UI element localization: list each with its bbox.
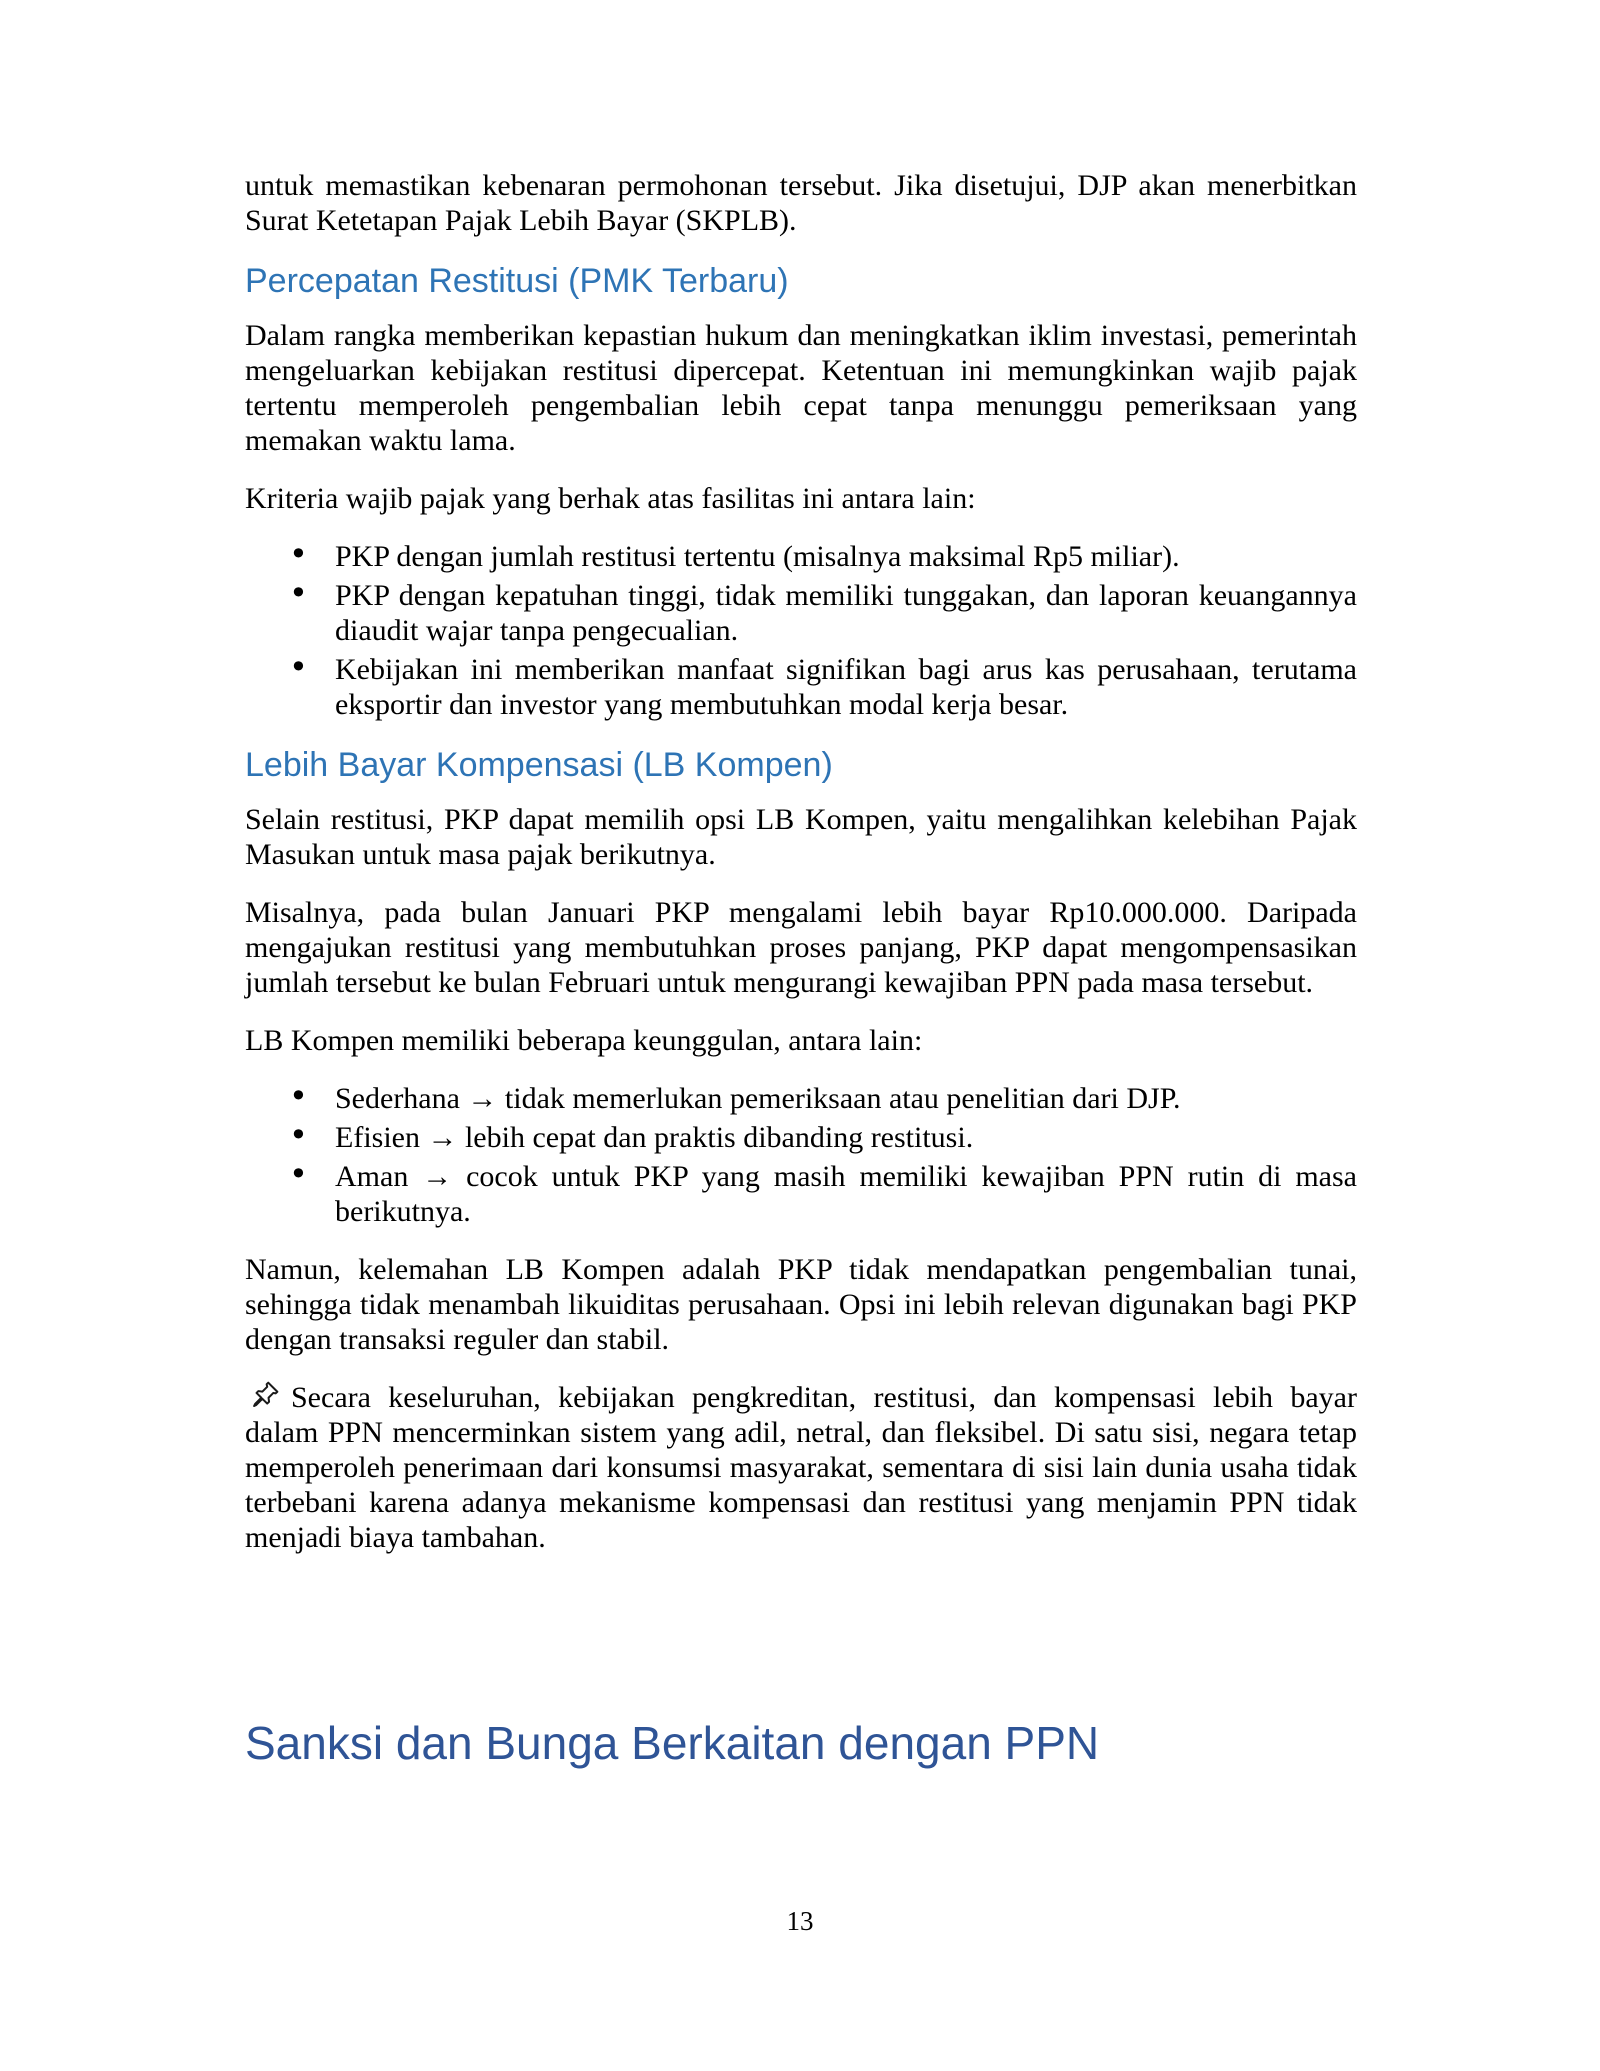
- paragraph-misalnya: Misalnya, pada bulan Januari PKP mengalami lebih bayar Rp10.000.000. Daripada mengajukan restitusi yang membutuhkan proses panjang, PKP dapat mengompensasikan jumlah tersebut ke bulan Februari untuk mengurangi kewajiban PPN pada masa tersebut.: [245, 896, 1357, 999]
- paragraph-namun: Namun, kelemahan LB Kompen adalah PKP tidak mendapatkan pengembalian tunai, sehingga tidak menambah likuiditas perusahaan. Opsi ini lebih relevan digunakan bagi PKP dengan transaksi reguler dan stabil.: [245, 1253, 1357, 1356]
- list-item: [245, 648, 1357, 722]
- heading-sanksi-dan-bunga: Sanksi dan Bunga Berkaitan dengan PPN: [245, 1717, 1100, 1769]
- bullet-dot-icon: •: [289, 1116, 308, 1154]
- bullet-dot-icon: •: [289, 1077, 308, 1115]
- bullet-dot-icon: •: [289, 1155, 308, 1193]
- paragraph-keunggulan: LB Kompen memiliki beberapa keunggulan, antara lain:: [245, 1024, 923, 1057]
- page-number: 13: [786, 1906, 814, 1936]
- heading-lebih-bayar-kompensasi: Lebih Bayar Kompensasi (LB Kompen): [245, 746, 833, 784]
- closing-text: Secara keseluruhan, kebijakan pengkreditan, restitusi, dan kompensasi lebih bayar dalam PPN mencerminkan sistem yang adil, netral, dan fleksibel. Di satu sisi, negara tetap memperoleh penerimaan dari konsumsi masyarakat, sementara di sisi lain dunia usaha tidak terbebani karena adanya mekanisme kompensasi dan restitusi yang menjamin PPN tidak menjadi biaya tambahan.: [245, 1381, 1357, 1554]
- bullet-dot-icon: •: [289, 574, 308, 612]
- list-item: [245, 535, 1357, 574]
- list-item: [245, 1116, 1357, 1155]
- paragraph-kriteria: Kriteria wajib pajak yang berhak atas fasilitas ini antara lain:: [245, 482, 976, 515]
- document-body: [245, 168, 1357, 1771]
- bullet-dot-icon: •: [289, 648, 308, 686]
- keunggulan-bullet-list: [245, 1077, 1357, 1229]
- paragraph-closing: [245, 1380, 1357, 1555]
- list-item-text: Sederhana → tidak memerlukan pemeriksaan atau penelitian dari DJP.: [335, 1082, 1181, 1115]
- kriteria-bullet-list: [245, 535, 1357, 722]
- list-item: [245, 1077, 1357, 1116]
- list-item: [245, 574, 1357, 648]
- bullet-dot-icon: •: [289, 535, 308, 573]
- paragraph-dalam-rangka: Dalam rangka memberikan kepastian hukum dan meningkatkan iklim investasi, pemerintah mengeluarkan kebijakan restitusi dipercepat. Ketentuan ini memungkinkan wajib pajak tertentu memperoleh pengembalian lebih cepat tanpa menunggu pemeriksaan yang memakan waktu lama.: [245, 319, 1357, 457]
- intro-paragraph: untuk memastikan kebenaran permohonan tersebut. Jika disetujui, DJP akan menerbitkan Surat Ketetapan Pajak Lebih Bayar (SKPLB).: [245, 169, 1357, 237]
- list-item-text: PKP dengan kepatuhan tinggi, tidak memiliki tunggakan, dan laporan keuangannya diaudit wajar tanpa pengecualian.: [335, 579, 1357, 647]
- heading-percepatan-restitusi: Percepatan Restitusi (PMK Terbaru): [245, 262, 789, 300]
- list-item-text: Efisien → lebih cepat dan praktis dibanding restitusi.: [335, 1121, 974, 1154]
- list-item-text: Aman → cocok untuk PKP yang masih memiliki kewajiban PPN rutin di masa berikutnya.: [335, 1160, 1357, 1228]
- list-item-text: PKP dengan jumlah restitusi tertentu (misalnya maksimal Rp5 miliar).: [335, 540, 1180, 573]
- pushpin-icon: [245, 1380, 285, 1412]
- paragraph-selain-restitusi: Selain restitusi, PKP dapat memilih opsi LB Kompen, yaitu mengalihkan kelebihan Pajak Masukan untuk masa pajak berikutnya.: [245, 803, 1357, 871]
- list-item: [245, 1155, 1357, 1229]
- list-item-text: Kebijakan ini memberikan manfaat signifikan bagi arus kas perusahaan, terutama eksportir dan investor yang membutuhkan modal kerja besar.: [335, 653, 1357, 721]
